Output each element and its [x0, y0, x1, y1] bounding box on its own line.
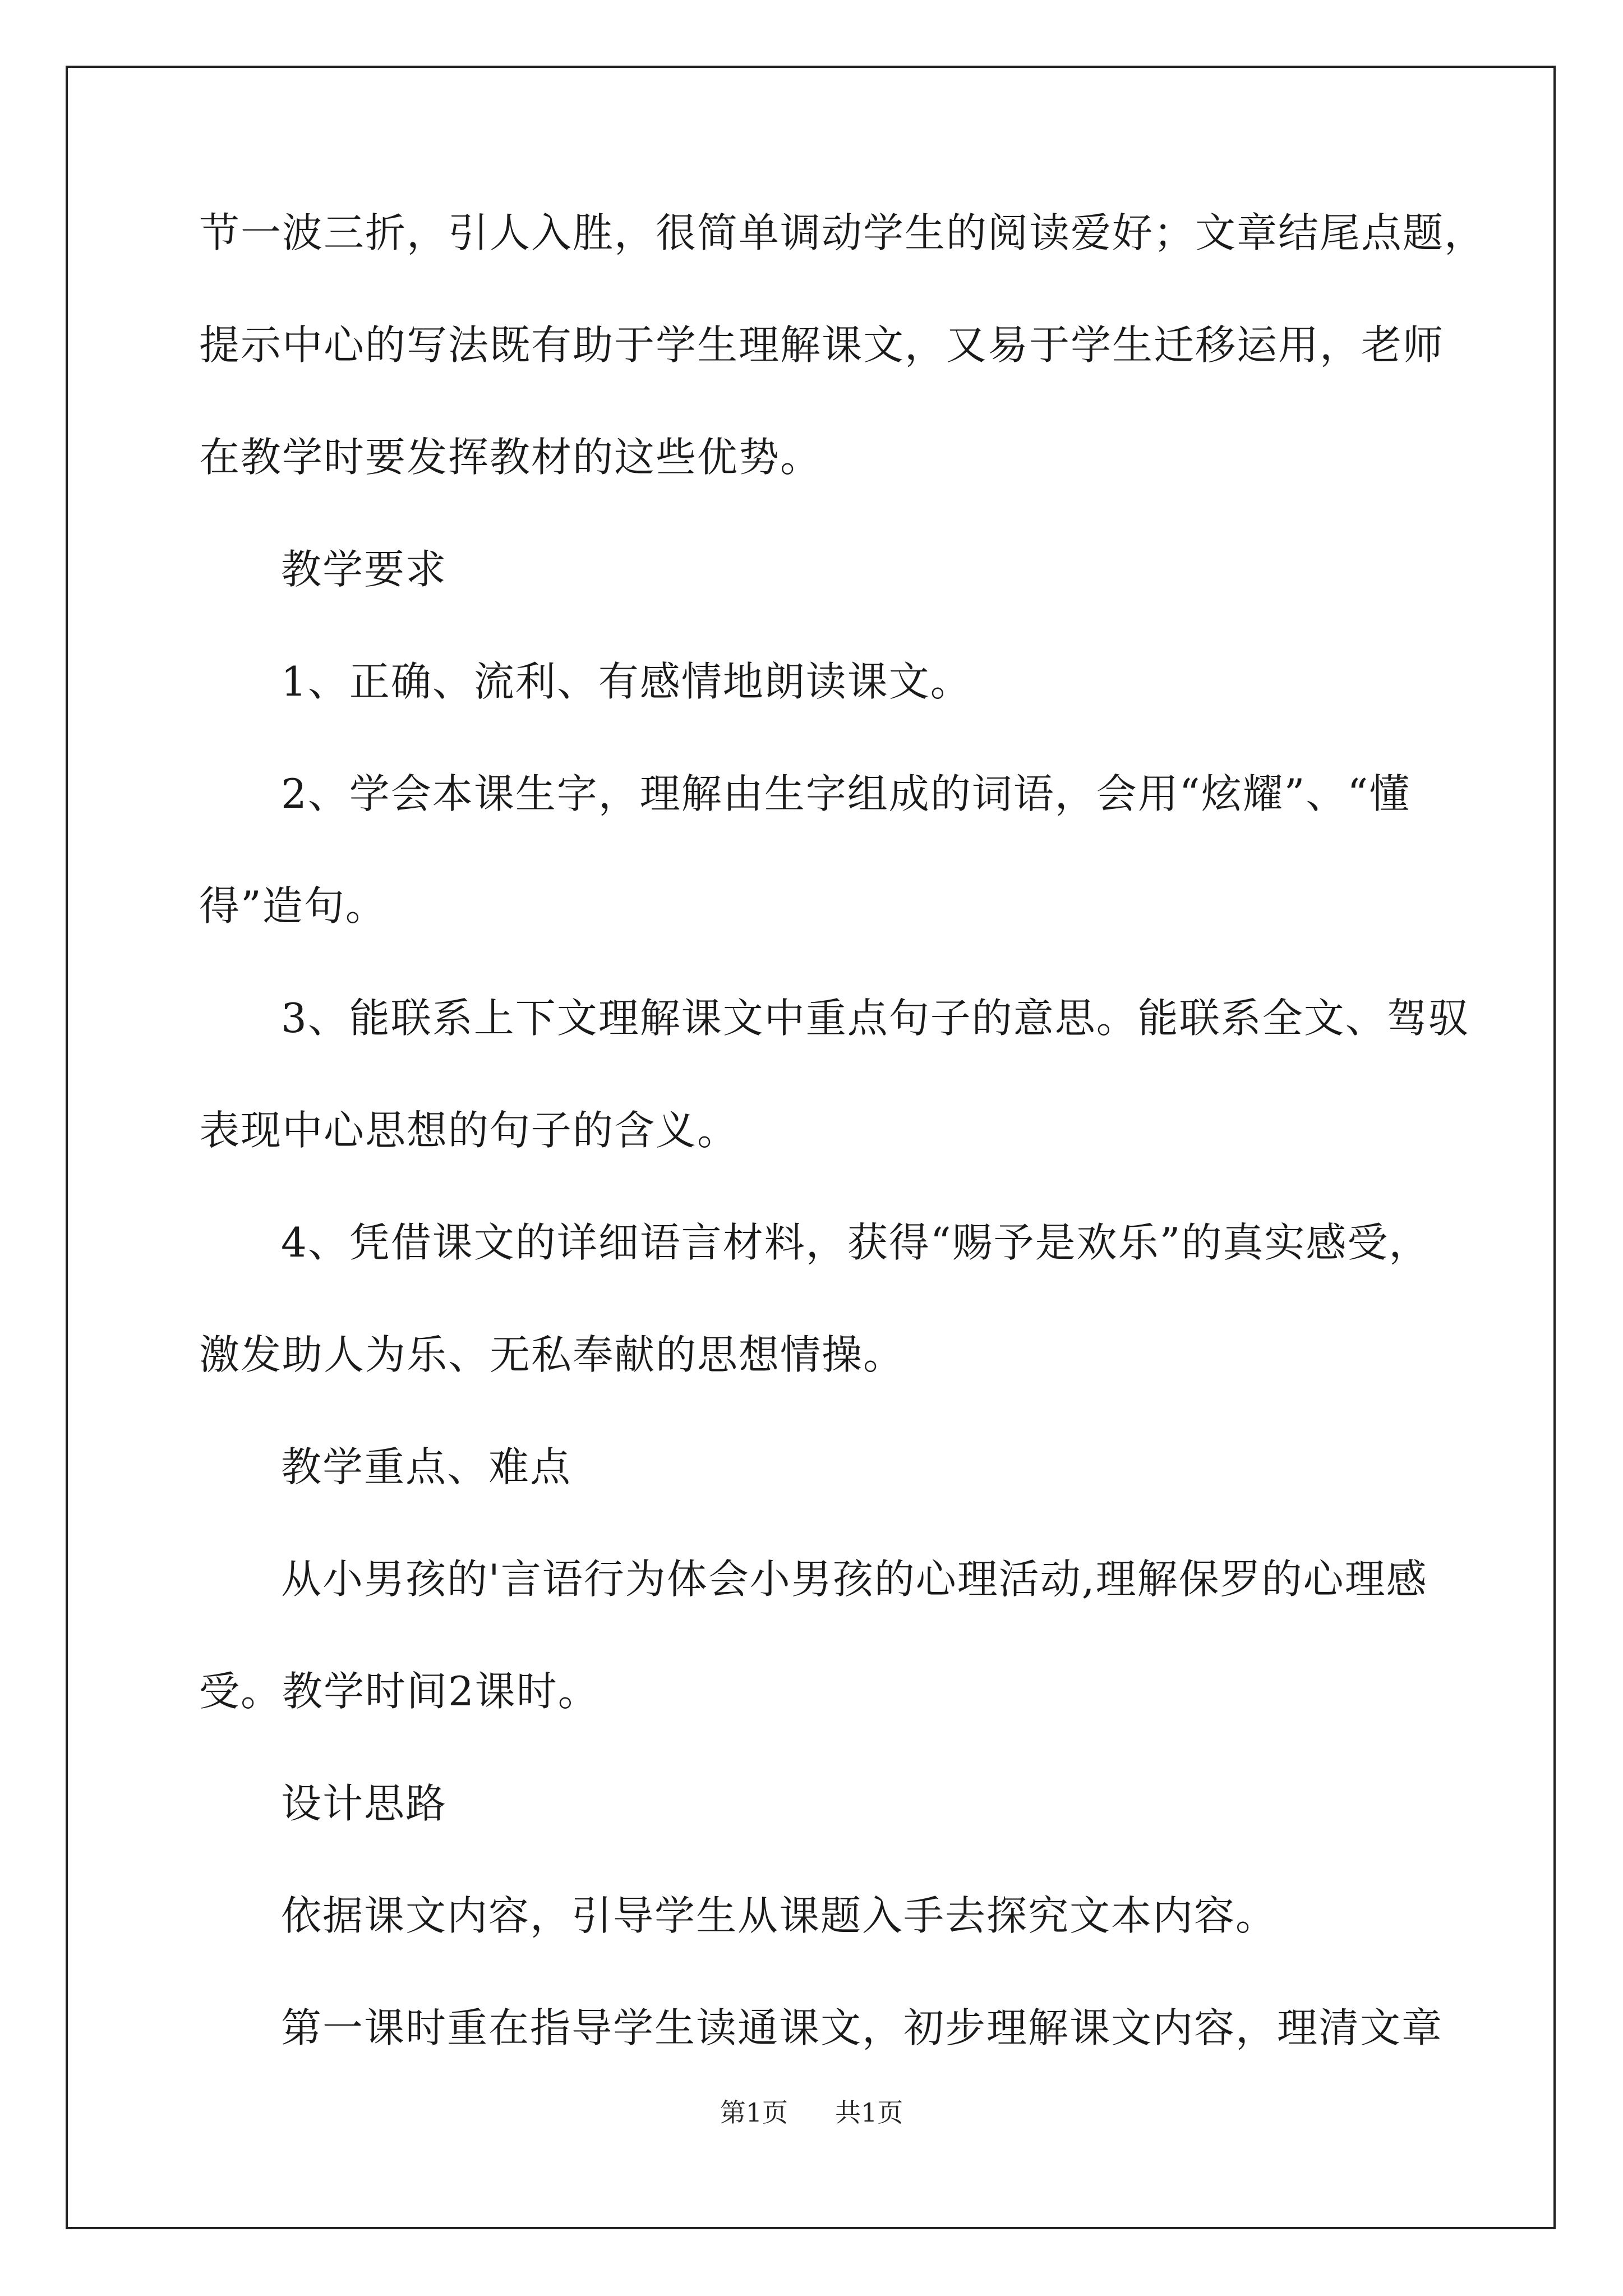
text-line: 依据课文内容，引导学生从课题入手去探究文本内容。 [281, 1892, 1278, 1939]
list-item: 3、能联系上下文理解课文中重点句子的意思。能联系全文、驾驭 [281, 995, 1470, 1042]
text-line: 从小男孩的'言语行为体会小男孩的心理活动,理解保罗的心理感 [281, 1556, 1428, 1603]
text-line: 受。教学时间2课时。 [199, 1668, 600, 1715]
section-heading: 教学要求 [281, 546, 448, 593]
page-number: 第1页 [720, 2097, 788, 2128]
page-total: 共1页 [835, 2097, 903, 2128]
text-line: 激发助人为乐、无私奉献的思想情操。 [199, 1331, 905, 1378]
text-line: 在教学时要发挥教材的这些优势。 [199, 434, 822, 481]
section-heading: 设计思路 [281, 1780, 448, 1827]
page-footer [0, 2092, 1623, 2129]
text-line: 提示中心的写法既有助于学生理解课文，又易于学生迁移运用，老师 [199, 321, 1445, 369]
list-item: 4、凭借课文的详细语言材料，获得“赐予是欢乐”的真实感受， [281, 1219, 1431, 1266]
list-item: 2、学会本课生字，理解由生字组成的词语，会用“炫耀”、“懂 [281, 770, 1411, 817]
text-line: 第一课时重在指导学生读通课文，初步理解课文内容，理清文章 [281, 2004, 1444, 2051]
list-item: 1、正确、流利、有感情地朗读课文。 [281, 658, 972, 705]
text-line: 得”造句。 [199, 882, 387, 930]
section-heading: 教学重点、难点 [281, 1443, 572, 1490]
text-line: 表现中心思想的句子的含义。 [199, 1107, 739, 1154]
text-line: 节一波三折，引人入胜，很简单调动学生的阅读爱好；文章结尾点题， [199, 209, 1486, 256]
